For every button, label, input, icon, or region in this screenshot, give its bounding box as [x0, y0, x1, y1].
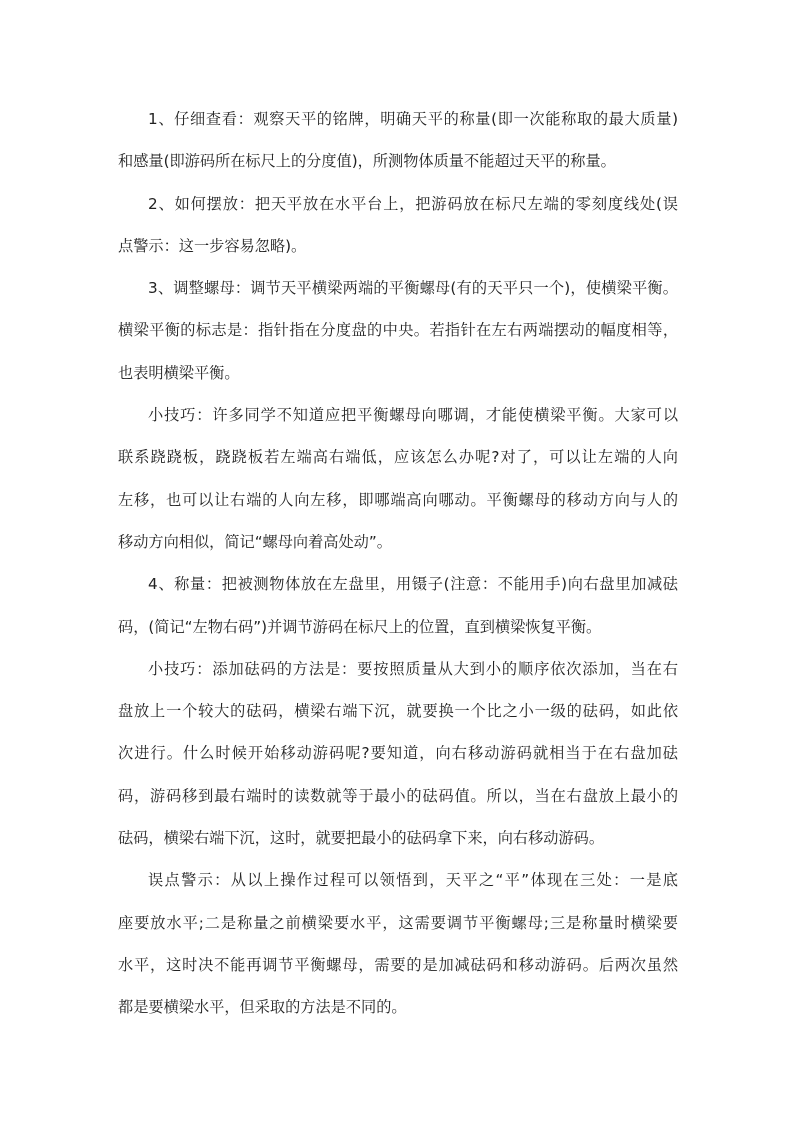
- paragraph-2-line-2: 点警示：这一步容易忽略)。: [118, 236, 307, 255]
- paragraph-6-line-3: 次进行。什么时候开始移动游码呢?要知道，向右移动游码就相当于在右盘加砝: [118, 744, 678, 763]
- document-body: [118, 98, 678, 1029]
- paragraph-6-line-4: 码，游码移到最右端时的读数就等于最小的砝码值。所以，当在右盘放上最小的: [118, 786, 678, 805]
- paragraph-7-line-1: 误点警示：从以上操作过程可以领悟到，天平之“平”体现在三处：一是底: [148, 871, 678, 890]
- paragraph-3-line-2: 横梁平衡的标志是：指针指在分度盘的中央。若指针在左右两端摆动的幅度相等，: [118, 321, 678, 340]
- paragraph-5-line-2: 码，(简记“左物右码”)并调节游码在标尺上的位置，直到横梁恢复平衡。: [118, 617, 602, 636]
- paragraph-6-line-2: 盘放上一个较大的砝码，横梁右端下沉，就要换一个比之小一级的砝码，如此依: [118, 702, 678, 721]
- paragraph-7-line-4: 都是要横梁水平，但采取的方法是不同的。: [118, 998, 407, 1017]
- paragraph-2-line-1: 2、如何摆放：把天平放在水平台上，把游码放在标尺左端的零刻度线处(误: [148, 194, 678, 213]
- paragraph-4-line-2: 联系跷跷板，跷跷板若左端高右端低，应该怎么办呢?对了，可以让左端的人向: [118, 448, 678, 467]
- paragraph-4-line-4: 移动方向相似，简记“螺母向着高处动”。: [118, 532, 392, 551]
- paragraph-6-line-1: 小技巧：添加砝码的方法是：要按照质量从大到小的顺序依次添加，当在右: [148, 659, 678, 678]
- paragraph-7-line-2: 座要放水平;二是称量之前横梁要水平，这需要调节平衡螺母;三是称量时横梁要: [118, 913, 678, 932]
- paragraph-1-line-1: 1、仔细查看：观察天平的铭牌，明确天平的称量(即一次能称取的最大质量): [148, 110, 678, 128]
- paragraph-3-line-1: 3、调整螺母：调节天平横梁两端的平衡螺母(有的天平只一个)，使横梁平衡。: [148, 279, 678, 298]
- paragraph-4-line-3: 左移，也可以让右端的人向左移，即哪端高向哪动。平衡螺母的移动方向与人的: [118, 490, 678, 509]
- paragraph-4-line-1: 小技巧：许多同学不知道应把平衡螺母向哪调，才能使横梁平衡。大家可以: [148, 406, 678, 425]
- paragraph-3-line-3: 也表明横梁平衡。: [118, 363, 240, 382]
- paragraph-7-line-3: 水平，这时决不能再调节平衡螺母，需要的是加减砝码和移动游码。后两次虽然: [118, 955, 678, 974]
- paragraph-1-line-2: 和感量(即游码所在标尺上的分度值)，所测物体质量不能超过天平的称量。: [118, 152, 616, 171]
- paragraph-5-line-1: 4、称量：把被测物体放在左盘里，用镊子(注意：不能用手)向右盘里加减砝: [148, 575, 678, 594]
- paragraph-6-line-5: 砝码，横梁右端下沉，这时，就要把最小的砝码拿下来，向右移动游码。: [118, 829, 604, 848]
